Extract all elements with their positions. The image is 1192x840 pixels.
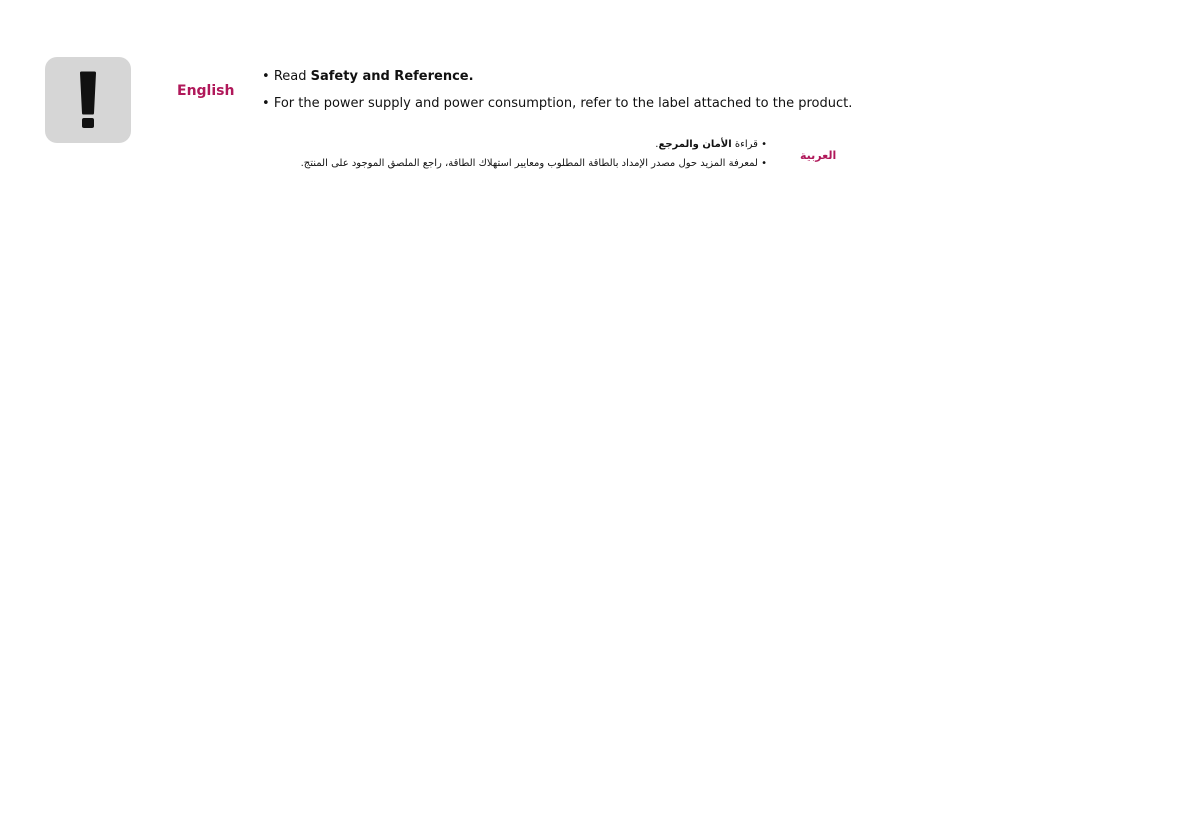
exclamation-icon — [45, 57, 131, 143]
bullet: • — [761, 139, 767, 150]
power-supply-text: لمعرفة المزيد حول مصدر الإمداد بالطاقة المطلوب ومعايير استهلاك الطاقة، راجع الملصق الموجود على المنتج. — [300, 158, 758, 169]
read-prefix: Read — [273, 69, 307, 84]
safety-reference-text: الأمان والمرجع — [658, 139, 732, 150]
english-line-power-supply — [262, 96, 852, 111]
read-prefix: قراءة — [734, 139, 758, 150]
english-line-read-safety — [262, 69, 474, 84]
arabic-line-read-safety — [655, 139, 767, 150]
arabic-line-power-supply — [301, 158, 767, 169]
period: . — [655, 139, 659, 150]
power-supply-text: For the power supply and power consumption, refer to the label attached to the product. — [273, 96, 853, 111]
notice-box — [45, 57, 131, 143]
bullet: • — [262, 69, 270, 84]
english-language-label: English — [177, 83, 235, 99]
safety-reference-text: Safety and Reference. — [310, 69, 474, 84]
bullet: • — [761, 158, 767, 169]
arabic-language-label: العربية — [800, 149, 837, 162]
bullet: • — [262, 96, 270, 111]
